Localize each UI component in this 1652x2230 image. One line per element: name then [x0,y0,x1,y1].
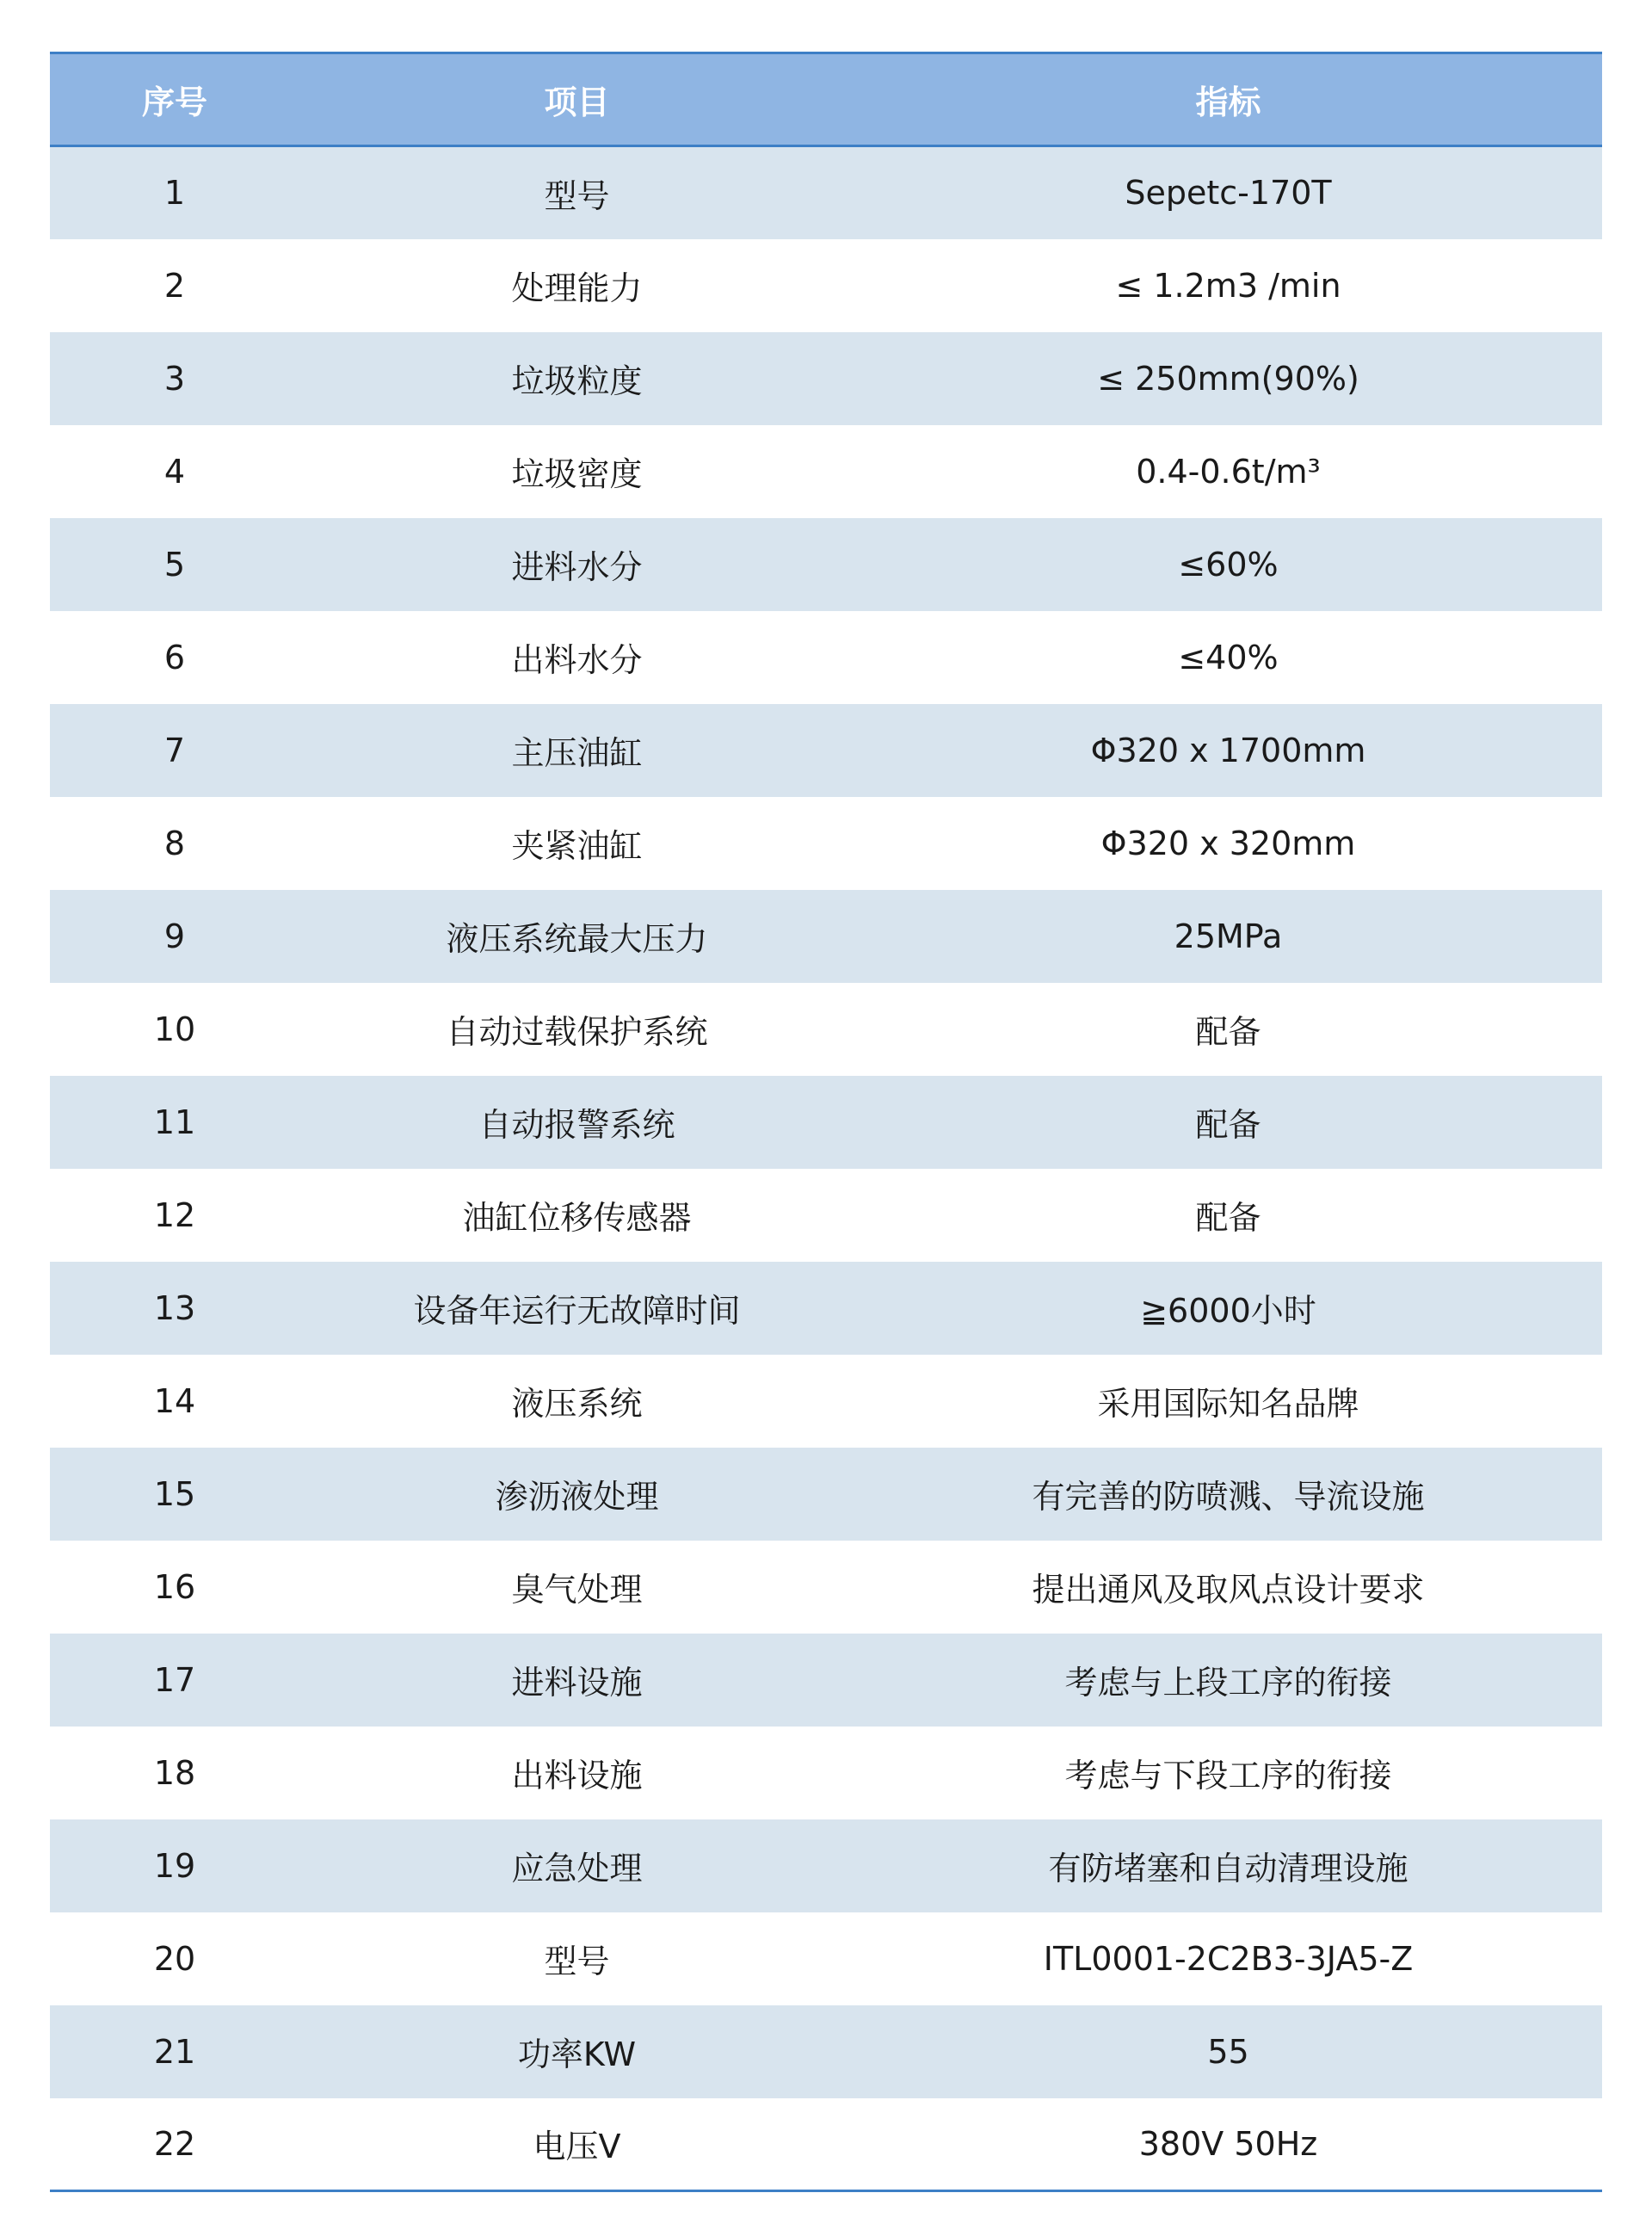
row-value: Φ320 x 320mm [1100,824,1356,862]
table-header [50,53,1602,146]
table-row [50,1448,1602,1541]
row-item: 垃圾密度 [511,455,643,493]
row-item: 自动报警系统 [478,1106,675,1144]
row-number: 12 [153,1195,196,1234]
header-item: 项目 [544,83,610,121]
row-value: ≤40% [1178,638,1279,676]
table-row [50,1076,1602,1169]
row-number: 2 [163,266,186,305]
row-number: 6 [163,638,186,676]
row-value: 配备 [1195,1013,1261,1051]
table-row [50,146,1602,239]
row-number: 15 [153,1474,196,1513]
row-value: 55 [1207,2032,1249,2071]
row-number: 18 [153,1753,196,1792]
row-value: 有防堵塞和自动清理设施 [1048,1850,1409,1887]
row-value: 配备 [1195,1106,1261,1144]
table-row [50,797,1602,890]
row-item: 电压V [533,2128,621,2166]
header-row [50,53,1602,146]
row-item: 油缸位移传感器 [462,1199,692,1237]
row-item: 臭气处理 [511,1571,643,1609]
row-number: 4 [163,452,186,491]
row-item: 设备年运行无故障时间 [413,1292,741,1330]
row-number: 11 [153,1103,196,1141]
table-row [50,1262,1602,1355]
row-value: 25MPa [1174,917,1283,955]
row-item: 液压系统最大压力 [446,920,708,958]
row-number: 21 [153,2032,196,2071]
row-number: 22 [153,2124,196,2163]
row-value: 380V 50Hz [1138,2124,1318,2163]
row-number: 20 [153,1939,196,1978]
row-value: ITL0001-2C2B3-3JA5-Z [1043,1939,1414,1978]
table-row [50,2098,1602,2191]
row-number: 8 [163,824,186,862]
row-item: 主压油缸 [511,734,643,772]
row-value: 采用国际知名品牌 [1097,1385,1359,1423]
row-value: 有完善的防喷溅、导流设施 [1032,1478,1425,1516]
table-row [50,1727,1602,1819]
row-value: 考虑与下段工序的衔接 [1064,1757,1392,1795]
row-number: 1 [163,174,186,213]
row-number: 19 [153,1846,196,1885]
table-row [50,1541,1602,1634]
row-value: Sepetc-170T [1125,174,1332,213]
table-row [50,425,1602,518]
row-number: 10 [153,1010,196,1048]
table-body [50,146,1602,2191]
table-row [50,1169,1602,1262]
row-item: 出料水分 [511,641,643,679]
table-row [50,1912,1602,2005]
row-value: ≤60% [1178,545,1279,584]
row-value: 配备 [1195,1199,1261,1237]
row-item: 垃圾粒度 [511,362,643,400]
table-row [50,1634,1602,1727]
row-item: 出料设施 [511,1757,643,1795]
table-row [50,2005,1602,2098]
row-number: 14 [153,1381,196,1420]
table-row [50,1819,1602,1912]
row-item: 功率KW [517,2035,637,2073]
row-item: 进料设施 [511,1664,643,1702]
row-number: 7 [163,731,186,769]
header-no: 序号 [141,83,207,121]
row-number: 17 [153,1660,196,1699]
row-number: 3 [163,359,186,398]
row-value: 0.4-0.6t/m³ [1136,452,1321,491]
header-value: 指标 [1195,83,1261,121]
table-row [50,611,1602,704]
table-row [50,1355,1602,1448]
row-item: 夹紧油缸 [511,827,643,865]
table-row [50,890,1602,983]
table-row [50,983,1602,1076]
row-number: 9 [163,917,186,955]
row-value: ≧6000小时 [1140,1292,1316,1330]
row-item: 型号 [544,176,610,215]
row-number: 5 [163,545,186,584]
row-value: Φ320 x 1700mm [1090,731,1366,769]
row-item: 渗沥液处理 [495,1478,659,1516]
row-value: 考虑与上段工序的衔接 [1064,1664,1392,1702]
table-row [50,704,1602,797]
row-item: 应急处理 [511,1850,643,1887]
row-value: 提出通风及取风点设计要求 [1032,1571,1425,1609]
row-item: 处理能力 [511,269,643,307]
row-value: ≤ 250mm(90%) [1097,359,1359,398]
row-value: ≤ 1.2m3 /min [1115,266,1341,305]
row-item: 自动过载保护系统 [446,1013,708,1051]
row-item: 进料水分 [511,548,643,586]
table-row [50,518,1602,611]
table-row [50,332,1602,425]
row-item: 液压系统 [511,1385,643,1423]
row-number: 13 [153,1288,196,1327]
row-item: 型号 [544,1943,610,1980]
row-number: 16 [153,1567,196,1606]
table-row [50,239,1602,332]
spec-table [50,52,1602,2192]
